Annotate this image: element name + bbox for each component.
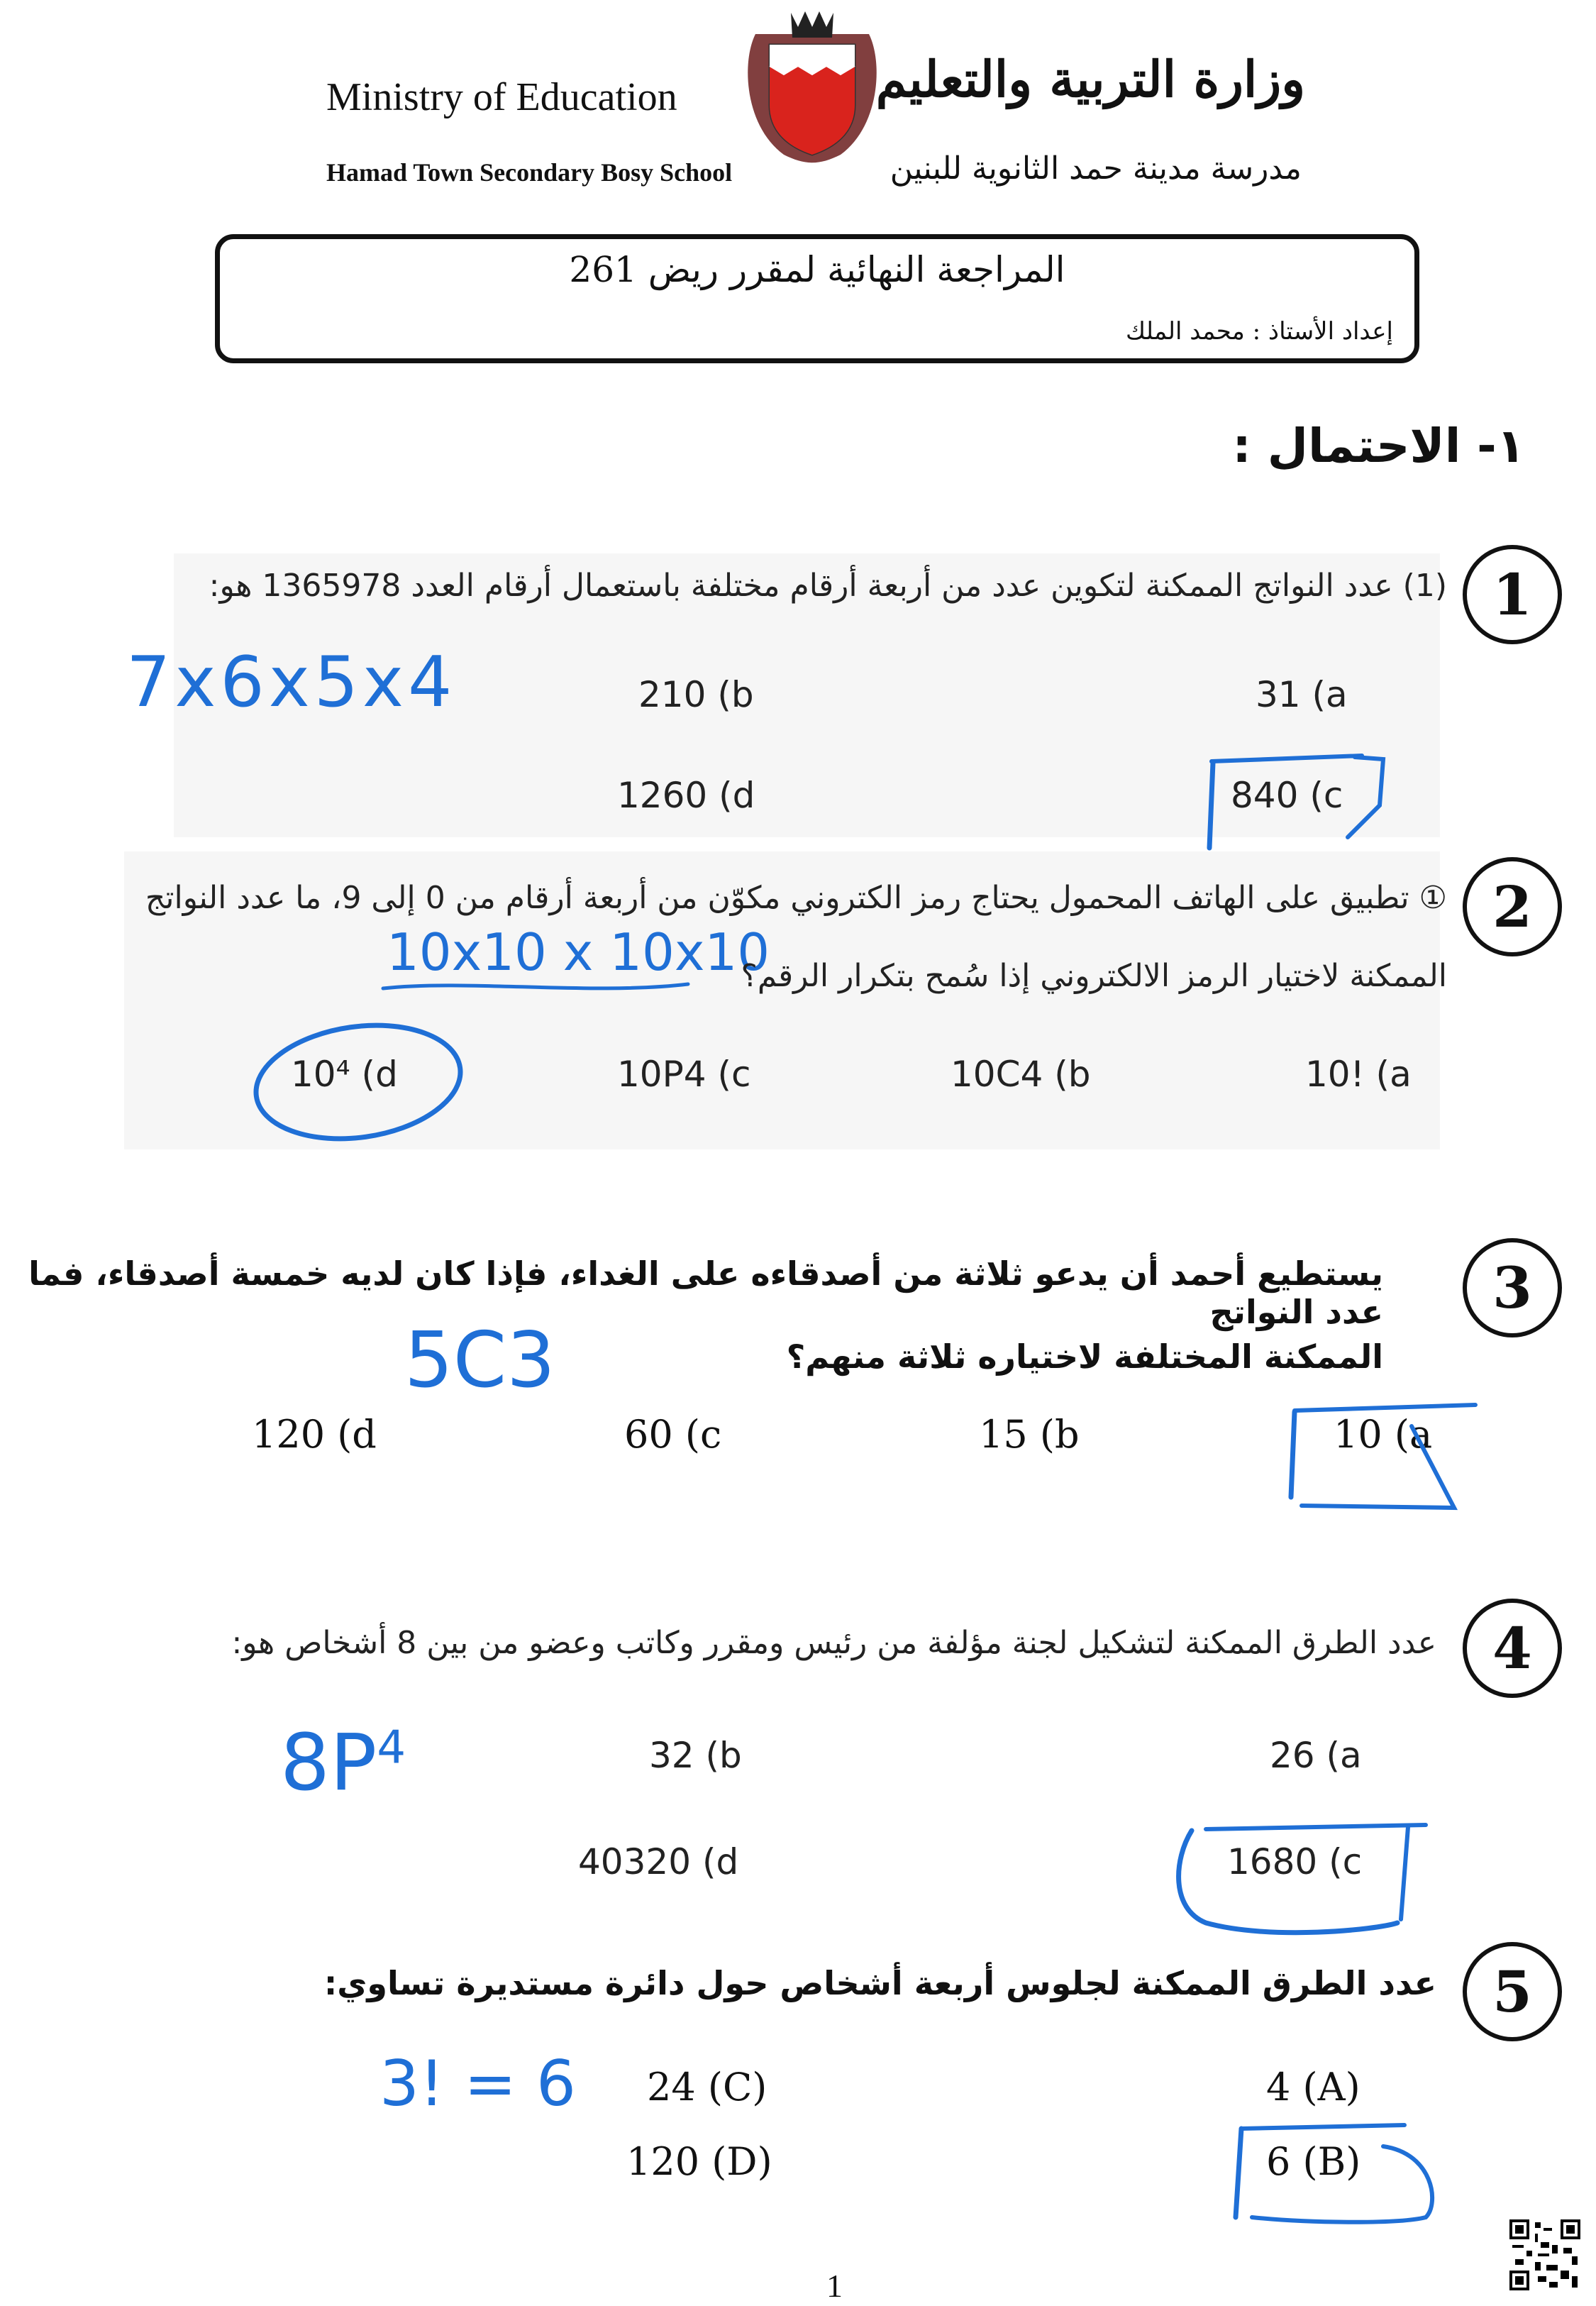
question-2-text-line1: ① تطبيق على الهاتف المحمول يحتاج رمز الكتروني مكوّن من أربعة أرقام من 0 إلى 9، ما عدد النواتج [145, 880, 1447, 916]
question-4-option-c[interactable]: 1680 (c [1227, 1841, 1363, 1882]
question-2-text-line2: الممكنة لاختيار الرمز الالكتروني إذا سُمح بتكرار الرقم؟ [741, 958, 1447, 994]
ministry-en: Ministry of Education [326, 75, 677, 119]
question-3-text-line1: يستطيع أحمد أن يدعو ثلاثة من أصدقاءه على الغداء، فإذا كان لديه خمسة أصدقاء، فما عدد النواتج [28, 1254, 1383, 1331]
question-2-answer-mark [248, 1015, 468, 1149]
question-3-option-a[interactable]: 10 (a [1334, 1412, 1433, 1457]
question-number-2: 2 [1463, 857, 1562, 956]
page-title: المراجعة النهائية لمقرر ريض 261 [569, 249, 1065, 290]
question-2-ink-underline [379, 976, 692, 997]
question-4-option-d[interactable]: 40320 (d [578, 1841, 739, 1882]
question-1-option-d[interactable]: 1260 (d [617, 775, 755, 816]
question-4-ink [280, 1717, 406, 1808]
question-4-ink-base: 8P [280, 1717, 377, 1808]
question-5-answer-mark [1220, 2118, 1447, 2231]
question-3-option-d[interactable]: 120 (d [252, 1412, 377, 1457]
question-number-4: 4 [1463, 1599, 1562, 1698]
question-4-ink-sup: 4 [377, 1721, 406, 1775]
question-3-option-c[interactable]: 60 (c [624, 1412, 722, 1457]
question-2-option-b[interactable]: 10C4 (b [951, 1054, 1091, 1095]
question-1-answer-mark [1192, 749, 1397, 855]
question-5-ink: 3! = 6 [379, 2047, 576, 2120]
bahrain-emblem-icon [741, 6, 883, 165]
header [323, 0, 1323, 202]
question-1-option-a[interactable]: 31 (a [1256, 674, 1348, 715]
question-5-option-c[interactable]: 24 (C) [647, 2065, 767, 2109]
question-3-text-line2: الممكنة المختلفة لاختياره ثلاثة منهم؟ [786, 1337, 1383, 1376]
school-ar: مدرسة مدينة حمد الثانوية للبنين [890, 150, 1302, 187]
question-3-option-b[interactable]: 15 (b [979, 1412, 1080, 1457]
title-box [215, 234, 1419, 363]
ministry-ar: وزارة التربية والتعليم [875, 50, 1305, 109]
qr-code-icon [1509, 2219, 1580, 2290]
question-1-ink: 7x6x5x4 [126, 642, 457, 723]
question-5-option-d[interactable]: 120 (D) [626, 2139, 772, 2184]
page-number: 1 [826, 2268, 843, 2304]
author: إعداد الأستاذ : محمد الملك [1126, 317, 1393, 346]
question-2-option-c[interactable]: 10P4 (c [617, 1054, 751, 1095]
question-number-5: 5 [1463, 1942, 1562, 2041]
question-3-answer-mark [1277, 1391, 1483, 1511]
question-4-answer-mark [1163, 1816, 1440, 1944]
question-4-option-a[interactable]: 26 (a [1270, 1735, 1362, 1776]
school-en: Hamad Town Secondary Bosy School [326, 158, 733, 187]
question-2-option-d[interactable]: 10⁴ (d [291, 1054, 398, 1095]
question-4-option-b[interactable]: 32 (b [649, 1735, 742, 1776]
question-2-option-a[interactable]: 10! (a [1305, 1054, 1412, 1095]
question-2-ink: 10x10 x 10x10 [387, 922, 770, 982]
question-1-text: (1) عدد النواتج الممكنة لتكوين عدد من أربعة أرقام مختلفة باستعمال أرقام العدد 1365978 هو: [209, 568, 1447, 604]
question-1-option-b[interactable]: 210 (b [638, 674, 754, 715]
question-1-option-c[interactable]: 840 (c [1231, 775, 1343, 816]
question-4-text: عدد الطرق الممكنة لتشكيل لجنة مؤلفة من رئيس ومقرر وكاتب وعضو من بين 8 أشخاص هو: [231, 1625, 1436, 1661]
question-5-option-b[interactable]: 6 (B) [1266, 2139, 1361, 2184]
question-3-ink: 5C3 [404, 1316, 555, 1405]
question-number-3: 3 [1463, 1238, 1562, 1337]
section-heading: ١- الاحتمال : [1232, 419, 1525, 473]
question-5-text: عدد الطرق الممكنة لجلوس أربعة أشخاص حول دائرة مستديرة تساوي: [323, 1964, 1436, 2002]
question-5-option-a[interactable]: 4 (A) [1266, 2065, 1361, 2109]
question-number-1: 1 [1463, 545, 1562, 644]
